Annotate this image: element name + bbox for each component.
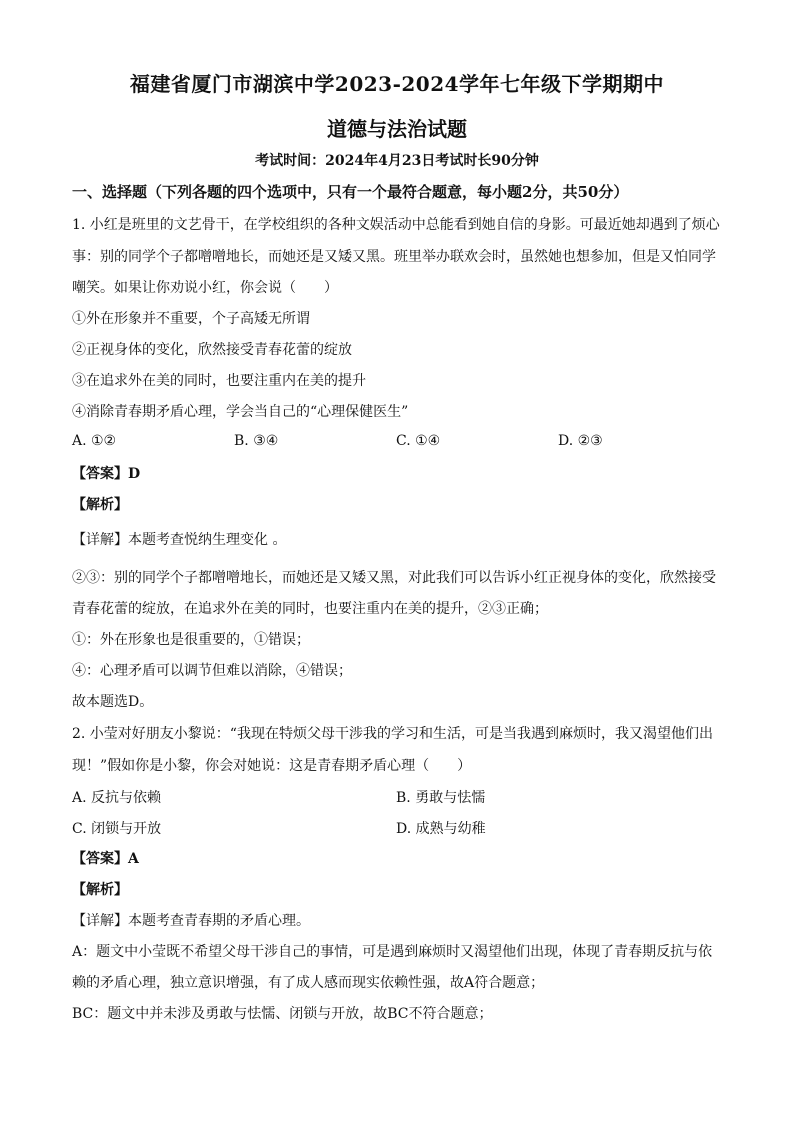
q1-analysis-label: 【解析】 xyxy=(72,497,128,513)
q1-statement: ④消除青春期矛盾心理，学会当自己的“心理保健医生” xyxy=(72,404,409,420)
q2-stem-line: 现！”假如你是小黎，你会对她说：这是青春期矛盾心理（ ） xyxy=(72,758,472,774)
q2-detail: 【详解】本题考查青春期的矛盾心理。 xyxy=(72,913,310,929)
q1-statement: ③在追求外在美的同时，也要注重内在美的提升 xyxy=(72,373,366,389)
q1-option-a: A. ①② xyxy=(72,433,117,449)
q1-stem-line: 1. 小红是班里的文艺骨干，在学校组织的各种文娱活动中总能看到她自信的身影。可最近她却遇到了烦心 xyxy=(72,217,720,233)
q1-statement: ②正视身体的变化，欣然接受青春花蕾的绽放 xyxy=(72,342,352,358)
q1-explain-line: ②③：别的同学个子都噌噌地长，而她还是又矮又黑，对此我们可以告诉小红正视身体的变化，欣然接受 xyxy=(72,570,716,586)
q1-stem-line: 事：别的同学个子都噌噌地长，而她还是又矮又黑。班里举办联欢会时，虽然她也想参加，但是又怕同学 xyxy=(72,249,716,265)
q1-option-c: C. ①④ xyxy=(396,433,441,449)
q2-stem-line: 2. 小莹对好朋友小黎说：“我现在特烦父母干涉我的学习和生活，可是当我遇到麻烦时，我又渴望他们出 xyxy=(72,726,713,742)
q1-stem-line: 嘲笑。如果让你劝说小红，你会说（ ） xyxy=(72,280,338,296)
document-title: 福建省厦门市湖滨中学2023-2024学年七年级下学期期中 xyxy=(129,72,665,96)
q2-option-d: D. 成熟与幼稚 xyxy=(396,821,486,837)
q1-statement: ①外在形象并不重要，个子高矮无所谓 xyxy=(72,311,310,327)
q2-analysis-label: 【解析】 xyxy=(72,882,128,898)
q1-explain-line: 故本题选D。 xyxy=(72,694,154,710)
q2-explain-line: A：题文中小莹既不希望父母干涉自己的事情，可是遇到麻烦时又渴望他们出现，体现了青春期反抗与依 xyxy=(72,944,713,960)
q1-explain-line: ①：外在形象也是很重要的，①错误； xyxy=(72,632,310,648)
q2-option-b: B. 勇敢与怯懦 xyxy=(396,790,486,806)
document-subtitle: 道德与法治试题 xyxy=(327,117,467,141)
q2-explain-line: BC：题文中并未涉及勇敢与怯懦、闭锁与开放，故BC不符合题意； xyxy=(72,1006,493,1022)
q1-option-d: D. ②③ xyxy=(558,433,603,449)
q2-option-a: A. 反抗与依赖 xyxy=(72,790,162,806)
q1-detail: 【详解】本题考查悦纳生理变化 。 xyxy=(72,532,287,548)
q1-option-b: B. ③④ xyxy=(234,433,279,449)
exam-info: 考试时间：2024年4月23日考试时长90分钟 xyxy=(255,153,539,169)
q2-option-c: C. 闭锁与开放 xyxy=(72,821,162,837)
q2-answer: 【答案】A xyxy=(72,851,139,867)
section-heading: 一、选择题（下列各题的四个选项中，只有一个最符合题意，每小题2分，共50分） xyxy=(72,183,629,201)
q1-answer: 【答案】D xyxy=(72,466,141,482)
q1-explain-line: 青春花蕾的绽放，在追求外在美的同时，也要注重内在美的提升，②③正确； xyxy=(72,601,548,617)
q2-explain-line: 赖的矛盾心理，独立意识增强，有了成人感而现实依赖性强，故A符合题意； xyxy=(72,975,545,991)
q1-explain-line: ④：心理矛盾可以调节但难以消除，④错误； xyxy=(72,663,352,679)
